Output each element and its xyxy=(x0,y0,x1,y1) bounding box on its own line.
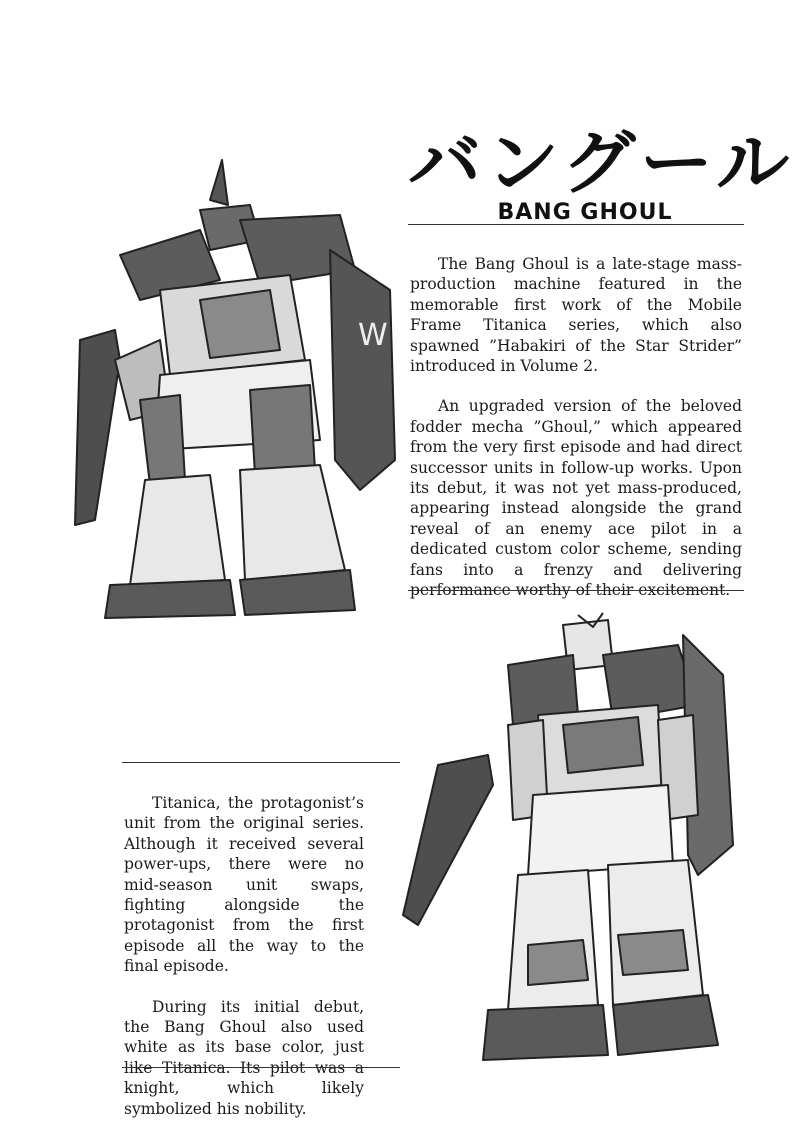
paragraph: Titanica, the protagonist’s unit from the original series. Although it received several power-ups, there were no mid-season unit swaps, fighting alongside the protagonist from the first episode all the way to the final episode. xyxy=(124,794,364,976)
title-divider xyxy=(408,224,744,225)
page-title-english: BANG GHOUL xyxy=(497,200,673,225)
paragraph: During its initial debut, the Bang Ghoul also used white as its base color, just like Titanica. Its pilot was a knight, which likely symbolized his nobility. xyxy=(124,997,364,1118)
paragraph: An upgraded version of the beloved fodder mecha ”Ghoul,” which appeared from the very first episode and had direct successor units in follow-up works. Upon its debut, it was not yet mass-produced, appearing instead alongside the grand reveal of an enemy ace pilot in a dedicated custom color scheme, sending fans into a frenzy and delivering performance worthy of their excitement. xyxy=(410,397,742,600)
section-divider xyxy=(408,590,744,591)
titanica-mecha-illustration xyxy=(398,615,743,1120)
bang-ghoul-mecha-illustration xyxy=(60,160,405,620)
titanica-description xyxy=(124,793,364,1119)
section-divider xyxy=(122,762,400,763)
page-title-japanese: バングール xyxy=(408,122,794,204)
paragraph: The Bang Ghoul is a late-stage mass-production machine featured in the memorable first work of the Mobile Frame Titanica series, which also spawned ”Habakiri of the Star Strider” introduced in Volume 2. xyxy=(410,255,742,376)
bang-ghoul-description xyxy=(410,254,742,601)
section-divider xyxy=(122,1067,400,1068)
shield-emblem: W xyxy=(358,318,388,353)
